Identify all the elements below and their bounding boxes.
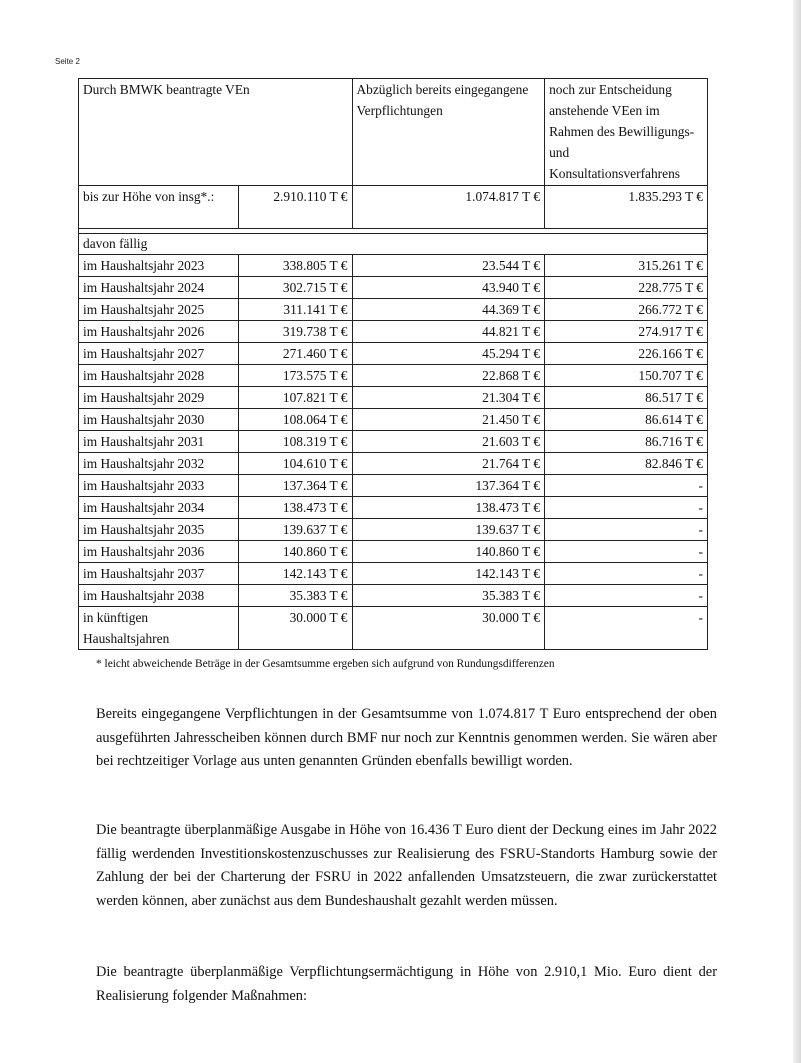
row-requested: 35.383 T €: [238, 585, 352, 607]
row-requested: 107.821 T €: [238, 387, 352, 409]
row-requested: 311.141 T €: [238, 299, 352, 321]
row-requested: 173.575 T €: [238, 365, 352, 387]
row-committed: 139.637 T €: [352, 519, 545, 541]
paragraph-committed: Bereits eingegangene Verpflichtungen in der Gesamtsumme von 1.074.817 T Euro entsprechend der oben ausgeführten Jahresscheiben können durch BMF nur noch zur Kenntnis genommen werden. Sie wären aber bei rechtzeitiger Vorlage aus unten genannten Gründen ebenfalls bewilligt worden.: [96, 706, 717, 769]
header-committed: Abzüglich bereits eingegangene Verpflichtungen: [352, 79, 545, 186]
paragraph-expenditure: Die beantragte überplanmäßige Ausgabe in Höhe von 16.436 T Euro dient der Deckung eines im Jahr 2022 fällig werdenden Investitionskostenzuschusses zur Realisierung des FSRU-Standorts Hamburg sowie der Zahlung der bei der Charterung der FSRU in 2022 anfallenden Umsatzsteuern, die zwar zurückerstattet werden können, aber zunächst aus dem Bundeshaushalt gezahlt werden müssen.: [96, 822, 717, 909]
table-row: [79, 321, 708, 343]
row-pending: -: [545, 497, 708, 519]
row-committed: 140.860 T €: [352, 541, 545, 563]
row-pending: -: [545, 607, 708, 650]
row-label: im Haushaltsjahr 2036: [79, 541, 239, 563]
page-edge-shadow: [793, 0, 801, 1063]
table-row: [79, 497, 708, 519]
page-number-label: Seite 2: [55, 57, 80, 66]
row-requested: 139.637 T €: [238, 519, 352, 541]
header-pending: noch zur Entscheidung anstehende VEen im Rahmen des Bewilligungs- und Konsultationsverfahrens: [545, 79, 708, 186]
row-pending: 226.166 T €: [545, 343, 708, 365]
row-pending: 315.261 T €: [545, 255, 708, 277]
table-row: [79, 475, 708, 497]
table-row: [79, 431, 708, 453]
total-committed: 1.074.817 T €: [352, 186, 545, 229]
row-label: in künftigen Haushaltsjahren: [79, 607, 239, 650]
davon-row: [79, 234, 708, 255]
row-label: im Haushaltsjahr 2037: [79, 563, 239, 585]
davon-label: davon fällig: [79, 234, 708, 255]
table-row: [79, 277, 708, 299]
total-row: [79, 186, 708, 229]
total-label: bis zur Höhe von insg*.:: [79, 186, 239, 229]
header-requested: Durch BMWK beantragte VEn: [79, 79, 353, 186]
row-committed: 44.369 T €: [352, 299, 545, 321]
row-label: im Haushaltsjahr 2038: [79, 585, 239, 607]
row-label: im Haushaltsjahr 2023: [79, 255, 239, 277]
row-label: im Haushaltsjahr 2034: [79, 497, 239, 519]
row-pending: 274.917 T €: [545, 321, 708, 343]
row-requested: 338.805 T €: [238, 255, 352, 277]
row-committed: 21.764 T €: [352, 453, 545, 475]
total-requested: 2.910.110 T €: [238, 186, 352, 229]
row-requested: 108.064 T €: [238, 409, 352, 431]
commitments-table: [78, 78, 708, 650]
row-requested: 108.319 T €: [238, 431, 352, 453]
row-committed: 22.868 T €: [352, 365, 545, 387]
table-row: [79, 607, 708, 650]
row-committed: 142.143 T €: [352, 563, 545, 585]
row-committed: 21.450 T €: [352, 409, 545, 431]
row-pending: -: [545, 541, 708, 563]
row-committed: 138.473 T €: [352, 497, 545, 519]
row-pending: -: [545, 563, 708, 585]
row-pending: -: [545, 585, 708, 607]
row-committed: 45.294 T €: [352, 343, 545, 365]
row-pending: 86.614 T €: [545, 409, 708, 431]
table-row: [79, 453, 708, 475]
row-committed: 43.940 T €: [352, 277, 545, 299]
row-label: im Haushaltsjahr 2025: [79, 299, 239, 321]
row-label: im Haushaltsjahr 2031: [79, 431, 239, 453]
row-pending: 82.846 T €: [545, 453, 708, 475]
row-label: im Haushaltsjahr 2035: [79, 519, 239, 541]
table-row: [79, 343, 708, 365]
row-requested: 30.000 T €: [238, 607, 352, 650]
row-label: im Haushaltsjahr 2024: [79, 277, 239, 299]
row-pending: -: [545, 519, 708, 541]
row-label: im Haushaltsjahr 2029: [79, 387, 239, 409]
row-requested: 138.473 T €: [238, 497, 352, 519]
row-requested: 142.143 T €: [238, 563, 352, 585]
paragraph-authorization: Die beantragte überplanmäßige Verpflichtungsermächtigung in Höhe von 2.910,1 Mio. Euro dient der Realisierung folgender Maßnahmen:: [96, 964, 717, 1004]
row-committed: 35.383 T €: [352, 585, 545, 607]
row-requested: 104.610 T €: [238, 453, 352, 475]
row-requested: 319.738 T €: [238, 321, 352, 343]
row-pending: -: [545, 475, 708, 497]
table-row: [79, 519, 708, 541]
row-label: im Haushaltsjahr 2026: [79, 321, 239, 343]
row-committed: 137.364 T €: [352, 475, 545, 497]
row-pending: 266.772 T €: [545, 299, 708, 321]
table-row: [79, 563, 708, 585]
row-committed: 30.000 T €: [352, 607, 545, 650]
table-footnote: * leicht abweichende Beträge in der Gesamtsumme ergeben sich aufgrund von Rundungsdifferenzen: [96, 658, 555, 670]
table-row: [79, 387, 708, 409]
row-committed: 44.821 T €: [352, 321, 545, 343]
row-label: im Haushaltsjahr 2032: [79, 453, 239, 475]
table-row: [79, 409, 708, 431]
table-row: [79, 541, 708, 563]
row-label: im Haushaltsjahr 2033: [79, 475, 239, 497]
row-label: im Haushaltsjahr 2027: [79, 343, 239, 365]
row-requested: 140.860 T €: [238, 541, 352, 563]
table-header-row: [79, 79, 708, 186]
row-requested: 302.715 T €: [238, 277, 352, 299]
row-pending: 150.707 T €: [545, 365, 708, 387]
row-committed: 21.304 T €: [352, 387, 545, 409]
table-row: [79, 365, 708, 387]
row-pending: 228.775 T €: [545, 277, 708, 299]
row-pending: 86.517 T €: [545, 387, 708, 409]
row-requested: 271.460 T €: [238, 343, 352, 365]
row-committed: 21.603 T €: [352, 431, 545, 453]
table-row: [79, 585, 708, 607]
total-pending: 1.835.293 T €: [545, 186, 708, 229]
table-row: [79, 255, 708, 277]
row-pending: 86.716 T €: [545, 431, 708, 453]
row-committed: 23.544 T €: [352, 255, 545, 277]
row-requested: 137.364 T €: [238, 475, 352, 497]
table-row: [79, 299, 708, 321]
row-label: im Haushaltsjahr 2028: [79, 365, 239, 387]
row-label: im Haushaltsjahr 2030: [79, 409, 239, 431]
